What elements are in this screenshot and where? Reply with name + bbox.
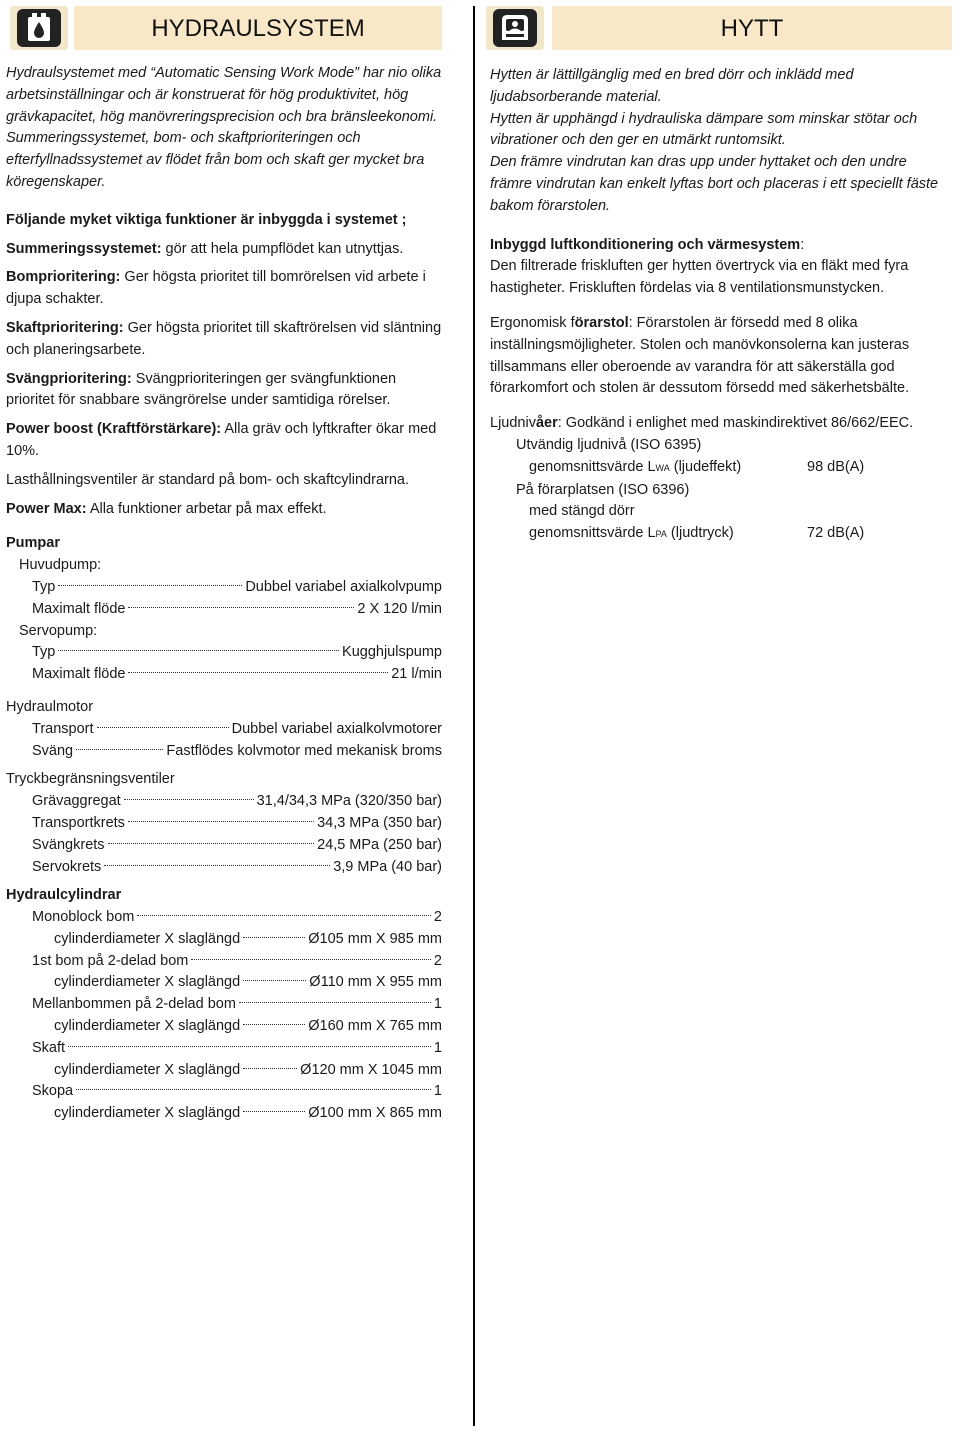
- cylinder-label: Mellanbommen på 2-delad bom: [32, 996, 236, 1013]
- spec-value: Kugghjulspump: [342, 644, 442, 661]
- spec-value: 3,9 MPa (40 bar): [333, 858, 442, 875]
- cylinder-count: 1: [433, 996, 442, 1013]
- function-item: [6, 369, 442, 413]
- function-text: Ger högsta prioritet till bomrörelsen vid arbete i djupa schakter.: [6, 269, 426, 308]
- leader-dots: [128, 821, 314, 822]
- cylinder-row: [32, 994, 442, 1016]
- spec-row: [32, 664, 442, 686]
- noise-outside-value: 98 dB(A): [807, 458, 865, 475]
- spec-row: [32, 741, 442, 763]
- function-item: [6, 267, 442, 311]
- spec-value: 24,5 MPa (250 bar): [317, 836, 442, 853]
- leader-dots: [128, 672, 388, 673]
- cylinder-dim-row: [54, 1103, 442, 1125]
- function-name: Skaftprioritering:: [6, 319, 124, 336]
- cylinder-dim-label: cylinderdiameter X slaglängd: [54, 974, 241, 991]
- spec-row: [32, 791, 442, 813]
- huvudpump-specs: [6, 577, 442, 621]
- leader-dots: [76, 1089, 431, 1090]
- cylinder-dim-row: [54, 972, 442, 994]
- leader-dots: [108, 843, 315, 844]
- hydraulsystem-header: [6, 6, 442, 50]
- leader-dots: [68, 1046, 431, 1047]
- ac-text: Den filtrerade friskluften ger hytten övertryck via en fläkt med fyra hastigheter. Friskluften fördelas via 8 ventilationsmunstycken.: [490, 258, 909, 297]
- spec-label: Svängkrets: [32, 836, 105, 853]
- cylinder-dim: Ø120 mm X 1045 mm: [300, 1061, 442, 1078]
- leader-dots: [76, 749, 163, 750]
- spec-row: [32, 857, 442, 879]
- cylinder-count: 2: [433, 952, 442, 969]
- function-text: gör att hela pumpflödet kan utnyttjas.: [161, 240, 404, 257]
- function-text: Ger högsta prioritet till skaftrörelsen vid släntning och planeringsarbete.: [6, 319, 442, 358]
- spec-label: Typ: [32, 578, 56, 595]
- cylinder-row: [32, 1081, 442, 1103]
- cylinder-count: 1: [433, 1083, 442, 1100]
- section-title: HYDRAULSYSTEM: [151, 15, 365, 42]
- spec-label: Transport: [32, 720, 94, 737]
- functions-list: [6, 239, 442, 521]
- noise-outside-label: Utvändig ljudnivå (ISO 6395): [516, 436, 702, 453]
- cylinder-label: 1st bom på 2-delad bom: [32, 952, 189, 969]
- spec-label: Maximalt flöde: [32, 600, 126, 617]
- leader-dots: [104, 865, 330, 866]
- leader-dots: [243, 1024, 305, 1025]
- spec-row: [32, 642, 442, 664]
- spec-value: 2 X 120 l/min: [357, 600, 442, 617]
- cylinder-dim: Ø160 mm X 765 mm: [308, 1018, 442, 1035]
- leader-dots: [97, 727, 229, 728]
- spec-row: [32, 577, 442, 599]
- spec-label: Maximalt flöde: [32, 666, 126, 683]
- function-name: Power Max:: [6, 500, 87, 517]
- noise-cab-label: På förarplatsen (ISO 6396): [516, 481, 690, 498]
- function-name: Power boost (Kraftförstärkare):: [6, 421, 222, 438]
- intro-paragraph: Summeringssystemet, bom- och skaftprioriteringen och efterfyllnadssystemet av flödet från bom och skaft ger mycket bra köregenskaper.: [6, 130, 425, 190]
- leader-dots: [58, 650, 339, 651]
- spec-row: [32, 599, 442, 621]
- cylinder-count: 1: [433, 1039, 442, 1056]
- hydraulic-oil-icon: [10, 6, 68, 50]
- intro-paragraph: Hytten är upphängd i hydrauliska dämpare som minskar stötar och vibrationer och den ger en utmärkt runtomsikt.: [490, 110, 918, 149]
- spec-value: Fastflödes kolvmotor med mekanisk broms: [166, 742, 442, 759]
- leader-dots: [243, 1111, 305, 1112]
- leader-dots: [58, 585, 242, 586]
- function-text: Alla funktioner arbetar på max effekt.: [86, 500, 327, 517]
- noise-cab-row: genomsnittsvärde LPA (ljudtryck) 72 dB(A): [529, 523, 952, 546]
- noise-cab-door: med stängd dörr: [529, 503, 635, 520]
- spec-row: [32, 719, 442, 741]
- leader-dots: [124, 799, 254, 800]
- noise-paragraph: Ljudnivåer: Godkänd i enlighet med maskindirektivet 86/662/EEC.: [490, 415, 914, 432]
- function-name: Summeringssystemet:: [6, 240, 162, 257]
- function-item: [6, 318, 442, 362]
- cylindrar-heading: Hydraulcylindrar: [6, 887, 122, 904]
- cylinder-dim-label: cylinderdiameter X slaglängd: [54, 930, 241, 947]
- function-name: Svängprioritering:: [6, 370, 132, 387]
- cylinder-row: [32, 907, 442, 929]
- spec-label: Servokrets: [32, 858, 102, 875]
- hytt-header: [490, 6, 952, 50]
- cylinder-row: [32, 951, 442, 973]
- servopump-label: Servopump:: [19, 622, 98, 639]
- function-item: [6, 239, 442, 261]
- cylinder-label: Monoblock bom: [32, 909, 135, 926]
- hytt-column: [490, 0, 952, 546]
- spec-label: Transportkrets: [32, 814, 125, 831]
- leader-dots: [239, 1002, 431, 1003]
- servopump-specs: [6, 642, 442, 686]
- cab-operator-icon: [486, 6, 544, 50]
- cylinder-count: 2: [433, 909, 442, 926]
- ventiler-heading: Tryckbegränsningsventiler: [6, 771, 175, 788]
- section-title: HYTT: [720, 15, 784, 42]
- huvudpump-label: Huvudpump:: [19, 557, 102, 574]
- function-text: Svängprioriteringen ger svängfunktionen prioritet för snabbare svängrörelse under samtidiga rörelser.: [6, 370, 397, 409]
- function-text: Alla gräv och lyftkrafter ökar med 10%.: [6, 421, 437, 459]
- leader-dots: [137, 915, 431, 916]
- cylinder-dim-label: cylinderdiameter X slaglängd: [54, 1105, 241, 1122]
- hydraulsystem-column: [6, 0, 442, 1125]
- ventiler-specs: [6, 791, 442, 878]
- spec-label: Grävaggregat: [32, 793, 121, 810]
- seat-paragraph: Ergonomisk förarstol: Förarstolen är försedd med 8 olika inställningsmöjligheter. Stolen och manövkonsolerna kan justeras tillsammans eller oberoende av varandra för att säkerställa god förarkomfort och stolen är dessutom försedd med säkerhetsbälte.: [490, 314, 910, 397]
- cylinder-dim: Ø105 mm X 985 mm: [308, 930, 442, 947]
- column-divider: [473, 6, 475, 1426]
- cylinder-dim-label: cylinderdiameter X slaglängd: [54, 1018, 241, 1035]
- hydraulmotor-heading: Hydraulmotor: [6, 698, 94, 715]
- function-name: Bomprioritering:: [6, 269, 121, 286]
- spec-value: 31,4/34,3 MPa (320/350 bar): [256, 793, 442, 810]
- noise-outside-row: genomsnittsvärde LWA (ljudeffekt) 98 dB(A): [529, 457, 952, 480]
- pumpar-heading: Pumpar: [6, 535, 60, 552]
- spec-row: [32, 835, 442, 857]
- function-text: Lasthållningsventiler är standard på bom- och skaftcylindrarna.: [6, 471, 409, 488]
- spec-value: 34,3 MPa (350 bar): [317, 814, 442, 831]
- spec-value: Dubbel variabel axialkolvmotorer: [231, 720, 442, 737]
- function-item: [6, 499, 442, 521]
- cylinder-dim-row: [54, 929, 442, 951]
- leader-dots: [128, 607, 354, 608]
- spec-value: 21 l/min: [391, 666, 442, 683]
- cylinder-dim-row: [54, 1060, 442, 1082]
- leader-dots: [243, 937, 305, 938]
- cylinder-dim-row: [54, 1016, 442, 1038]
- spec-label: Typ: [32, 644, 56, 661]
- spec-label: Sväng: [32, 742, 74, 759]
- ac-heading: Inbyggd luftkonditionering och värmesystem:: [490, 236, 805, 253]
- leader-dots: [191, 959, 431, 960]
- cylinder-dim-label: cylinderdiameter X slaglängd: [54, 1061, 241, 1078]
- leader-dots: [243, 980, 306, 981]
- intro-paragraph: Hytten är lättillgänglig med en bred dörr och inklädd med ljudabsorberande material.: [490, 67, 854, 105]
- intro-paragraph: Den främre vindrutan kan dras upp under hyttaket och den undre främre vindrutan kan enkelt lyftas bort och placeras i ett speciellt fäste bakom förarstolen.: [490, 154, 939, 214]
- spec-value: Dubbel variabel axialkolvpump: [245, 578, 442, 595]
- spec-row: [32, 813, 442, 835]
- hydraulmotor-specs: [6, 719, 442, 763]
- cylinder-row: [32, 1038, 442, 1060]
- cylinder-label: Skaft: [32, 1039, 66, 1056]
- intro-paragraph: Hydraulsystemet med “Automatic Sensing Work Mode” har nio olika arbetsinställningar och är konstruerat för hög produktivitet, hög grävkapacitet, hög manövreringsprecision och bra bränsleekonomi.: [6, 65, 442, 125]
- cylindrar-specs: [6, 907, 442, 1125]
- cylinder-label: Skopa: [32, 1083, 74, 1100]
- leader-dots: [243, 1068, 297, 1069]
- cylinder-dim: Ø110 mm X 955 mm: [309, 974, 442, 991]
- function-item: [6, 419, 442, 463]
- functions-heading: Följande myket viktiga funktioner är inbyggda i systemet ;: [6, 211, 407, 228]
- noise-cab-value: 72 dB(A): [807, 525, 865, 542]
- cylinder-dim: Ø100 mm X 865 mm: [308, 1105, 442, 1122]
- function-item: [6, 470, 442, 492]
